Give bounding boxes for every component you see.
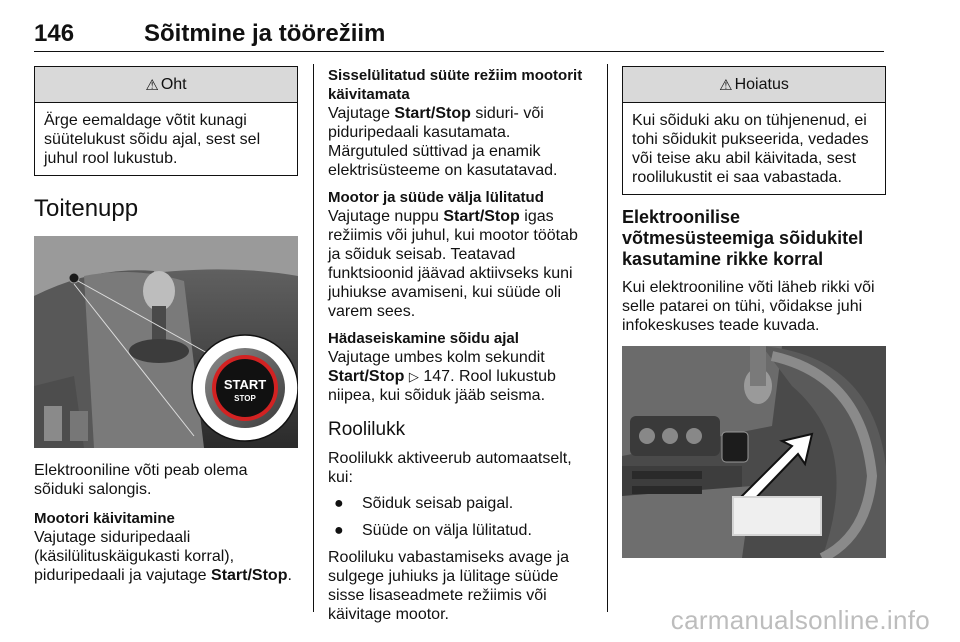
page-header — [34, 20, 884, 52]
column-3 — [622, 66, 886, 558]
text-run: Vajutage siduripedaali (käsilülituskäigukasti korral), piduripedaali ja vajutage — [34, 529, 235, 584]
text-run: Vajutage umbes kolm sekundit — [328, 349, 545, 366]
heading-emergency-stop: Hädaseiskamine sõidu ajal — [328, 330, 519, 347]
list-item — [328, 521, 592, 540]
danger-box — [34, 66, 298, 176]
steering-lock-release-text: Rooliluku vabastamiseks avage ja sulgege juhiuks ja lülitage süüde sisse lisaseadmete režiimis või käivitage mootor. — [328, 549, 570, 623]
start-stop-term: Start/Stop — [443, 208, 520, 225]
photo-caption: Elektrooniline võti peab olema sõiduki salongis. — [34, 462, 248, 498]
start-button-photo — [34, 236, 298, 448]
list-item — [328, 494, 592, 513]
danger-box-header — [35, 67, 297, 103]
key-slot-photo — [622, 346, 886, 558]
page-reference-arrow-icon: ▷ — [408, 369, 419, 384]
emergency-stop-text — [328, 348, 592, 405]
column-divider — [607, 64, 608, 612]
page-number: 146 — [34, 20, 75, 47]
heading-ignition-on: Sisselülitatud süüte režiim mootorit käivitamata — [328, 67, 583, 103]
danger-heading: Oht — [160, 75, 187, 93]
page-title: Sõitmine ja töörežiim — [144, 20, 386, 47]
heading-engine-off: Mootor ja süüde välja lülitatud — [328, 189, 544, 206]
column-2 — [328, 66, 592, 624]
start-stop-term: Start/Stop — [328, 368, 405, 385]
steering-column-illustration — [622, 346, 886, 558]
text-run: siduri- või piduripedaali kasutamata. Märgutuled süttivad ja enamik elektrisüsteeme on kasutatavad. — [328, 105, 558, 179]
bullet-icon: ● — [334, 522, 344, 539]
section-title-toitenupp: Toitenupp — [34, 195, 139, 222]
steering-lock-intro: Roolilukk aktiveerub automaatselt, kui: — [328, 450, 572, 486]
text-run: . Rool lukustub niipea, kui sõiduk jääb seisma. — [328, 368, 556, 404]
section-title-roolilukk: Roolilukk — [328, 419, 406, 440]
engine-off-text — [328, 207, 592, 321]
text-run: Vajutage nuppu — [328, 208, 444, 225]
list-item-text: Sõiduk seisab paigal. — [362, 495, 514, 512]
warning-triangle-icon: ⚠ — [719, 76, 733, 94]
column-1 — [34, 66, 298, 585]
text-run: . — [287, 567, 292, 584]
text-run: Vajutage — [328, 105, 395, 122]
engine-start-text — [34, 528, 298, 585]
page-reference[interactable]: 147 — [423, 368, 451, 385]
key-fault-text: Kui elektrooniline võti läheb rikki või selle patarei on tühi, võidakse juhi infokeskuses teade kuvada. — [622, 279, 875, 334]
text-run: igas režiimis või juhul, kui mootor töötab ja sõiduk seisab. Teatavad funktsioonid jäävad aktiivseks kuni juhiukse avamiseni, kui süüde oli varem sees. — [328, 208, 578, 320]
start-label: START — [223, 377, 267, 392]
caution-box — [622, 66, 886, 195]
ignition-on-text — [328, 104, 592, 180]
caution-heading: Hoiatus — [734, 75, 789, 93]
watermark: carmanualsonline.info — [670, 605, 930, 635]
warning-triangle-icon: ⚠ — [145, 76, 159, 94]
start-stop-term: Start/Stop — [211, 567, 288, 584]
danger-text: Ärge eemaldage võtit kunagi süütelukust sõidu ajal, sest sel juhul rool lukustub. — [44, 112, 261, 167]
dashboard-illustration — [34, 236, 298, 448]
caution-text: Kui sõiduki aku on tühjenenud, ei tohi sõidukit pukseerida, vedades või teise aku abil käivitada, sest roolilukustit ei saa vabastada. — [632, 112, 869, 186]
caution-box-header — [623, 67, 885, 103]
heading-engine-start: Mootori käivitamine — [34, 510, 175, 527]
start-stop-term: Start/Stop — [394, 105, 471, 122]
column-divider — [313, 64, 314, 612]
list-item-text: Süüde on välja lülitatud. — [362, 522, 532, 539]
stop-label: STOP — [234, 394, 256, 403]
section-title-key-fault: Elektroonilise võtmesüsteemiga sõidukitel kasutamine rikke korral — [622, 207, 864, 269]
bullet-icon: ● — [334, 495, 344, 512]
